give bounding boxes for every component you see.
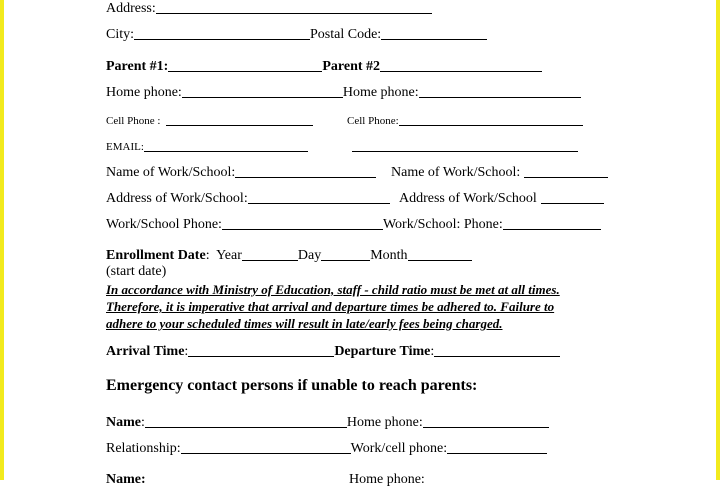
- parent2-field[interactable]: [380, 59, 542, 72]
- work-phone-label-2: Work/School: Phone:: [382, 217, 503, 232]
- cell-phone-row-left: [106, 113, 313, 127]
- year-label: Year: [216, 248, 242, 263]
- work-address-row-right: [399, 191, 604, 207]
- email-row-left: [106, 139, 308, 153]
- page-border-right: [716, 0, 720, 480]
- work-address-label-1: Address of Work/School:: [106, 191, 248, 206]
- cell-phone-field-2[interactable]: [399, 113, 583, 126]
- parent1-label: Parent #1:: [106, 59, 169, 74]
- relationship-label: Relationship:: [106, 441, 181, 456]
- parent2-label: Parent #2: [322, 59, 381, 74]
- address-row: [106, 1, 432, 17]
- work-address-field-1[interactable]: [248, 191, 390, 204]
- address-label: Address:: [106, 1, 156, 16]
- work-address-row-left: [106, 191, 390, 207]
- emergency-home-phone-label: Home phone:: [346, 415, 423, 430]
- day-label: Day: [297, 248, 322, 263]
- emergency-heading: Emergency contact persons if unable to reach parents:: [106, 377, 478, 394]
- emergency-home-phone-field[interactable]: [423, 415, 549, 428]
- address-field[interactable]: [156, 1, 432, 14]
- work-name-row-right: [391, 165, 608, 181]
- year-field[interactable]: [242, 248, 298, 261]
- home-phone-label-1: Home phone:: [106, 85, 182, 100]
- relationship-field[interactable]: [181, 441, 351, 454]
- home-phone-field-1[interactable]: [182, 85, 343, 98]
- work-name-row-left: [106, 165, 376, 181]
- emergency-home-phone-label-2: Home phone:: [349, 472, 425, 487]
- emergency-home-phone-row-2: [349, 472, 425, 488]
- work-address-label-2: Address of Work/School: [399, 191, 537, 206]
- work-phone-row: [106, 217, 601, 233]
- arrival-label: Arrival Time: [106, 344, 185, 359]
- departure-label: Departure Time: [334, 344, 431, 359]
- parent1-field[interactable]: [168, 59, 322, 72]
- postal-code-field[interactable]: [381, 27, 487, 40]
- work-phone-field-2[interactable]: [503, 217, 601, 230]
- month-label: Month: [370, 248, 408, 263]
- enrollment-row: Enrollment Date: Year Day Month: [106, 248, 472, 264]
- home-phone-label-2: Home phone:: [342, 85, 419, 100]
- page-border-left: [0, 0, 4, 480]
- work-cell-field[interactable]: [447, 441, 547, 454]
- work-name-field-2[interactable]: [524, 165, 608, 178]
- emergency-name-label: Name: [106, 415, 141, 430]
- work-phone-label-1: Work/School Phone:: [106, 217, 222, 232]
- email-row-right: [352, 139, 578, 153]
- arrival-field[interactable]: [188, 344, 334, 357]
- work-phone-field-1[interactable]: [222, 217, 383, 230]
- notice-line-3: adhere to your scheduled times will result in late/early fees being charged.: [106, 316, 503, 331]
- cell-phone-field-1[interactable]: [166, 113, 313, 126]
- work-address-field-2[interactable]: [541, 191, 604, 204]
- cell-phone-row-right: [347, 113, 583, 127]
- times-row: Arrival Time: Departure Time:: [106, 344, 560, 360]
- start-date-note: (start date): [106, 264, 167, 279]
- work-cell-label: Work/cell phone:: [350, 441, 448, 456]
- city-field[interactable]: [134, 27, 310, 40]
- work-name-field-1[interactable]: [235, 165, 376, 178]
- work-name-label-2: Name of Work/School:: [391, 165, 521, 180]
- enrollment-label: Enrollment Date: [106, 248, 206, 263]
- cell-phone-label-1: Cell Phone :: [106, 115, 161, 127]
- email-field-1[interactable]: [144, 139, 308, 152]
- emergency-name-row: Name: Home phone:: [106, 415, 549, 431]
- work-name-label-1: Name of Work/School:: [106, 165, 236, 180]
- emergency-name-field[interactable]: [145, 415, 347, 428]
- city-label: City:: [106, 27, 135, 42]
- notice-line-2: Therefore, it is imperative that arrival and departure times be adhered to. Failure to: [106, 299, 555, 314]
- notice-line-1: In accordance with Ministry of Education, staff - child ratio must be met at all times.: [106, 282, 560, 297]
- departure-field[interactable]: [434, 344, 560, 357]
- emergency-name-label-2: Name:: [106, 472, 146, 487]
- home-phone-field-2[interactable]: [419, 85, 581, 98]
- parent-row: [106, 59, 542, 75]
- city-row: [106, 27, 487, 43]
- attendance-notice: [106, 281, 560, 332]
- day-field[interactable]: [321, 248, 370, 261]
- home-phone-row: [106, 85, 581, 101]
- month-field[interactable]: [408, 248, 472, 261]
- postal-code-label: Postal Code:: [310, 27, 382, 42]
- emergency-name-row-2: [106, 472, 146, 488]
- email-field-2[interactable]: [352, 139, 578, 152]
- email-label: EMAIL:: [106, 141, 144, 153]
- emergency-relationship-row: [106, 441, 547, 457]
- cell-phone-label-2: Cell Phone:: [347, 115, 399, 127]
